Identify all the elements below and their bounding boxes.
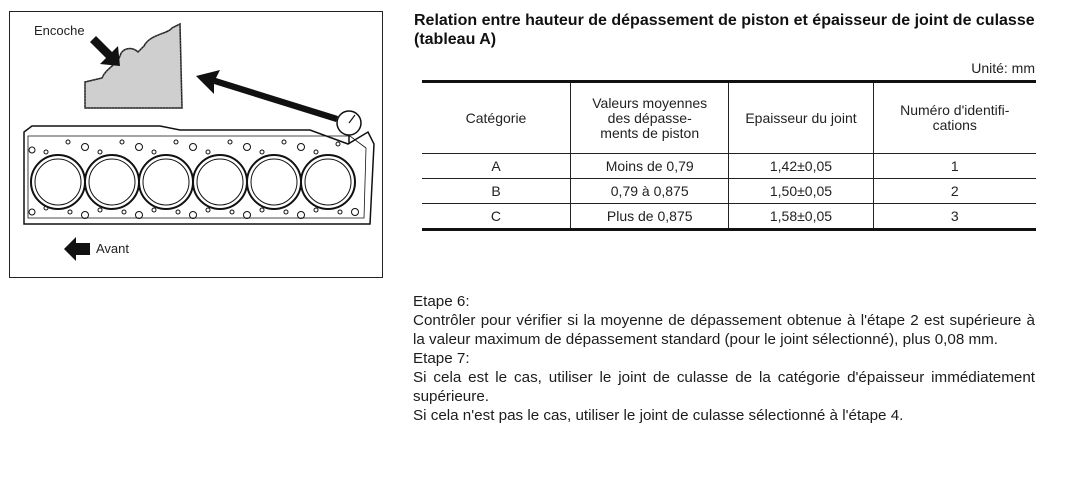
cell-protrusion: Moins de 0,79 (570, 154, 728, 179)
cell-thickness: 1,42±0,05 (729, 154, 873, 179)
table-row (422, 204, 1036, 230)
cylinder-bores (31, 155, 355, 209)
header-avg-protrusion: Valeurs moyennes des dépasse-ments de piston (570, 82, 728, 154)
procedure-steps (413, 292, 1035, 425)
cell-category: C (422, 204, 570, 230)
unit-label: Unité: mm (971, 60, 1035, 76)
step7-text-yes: Si cela est le cas, utiliser le joint de culasse de la catégorie d'épaisseur immédiatement supérieure. (413, 369, 1035, 405)
cell-protrusion: Plus de 0,875 (570, 204, 728, 230)
header-id-number: Numéro d'identifi-cations (873, 82, 1036, 154)
cell-thickness: 1,58±0,05 (729, 204, 873, 230)
gasket-spec-table (422, 80, 1036, 231)
cell-thickness: 1,50±0,05 (729, 179, 873, 204)
step6-text: Contrôler pour vérifier si la moyenne de dépassement obtenue à l'étape 2 est supérieure à la valeur maximum de dépassement standard (pour le joint sélectionné), plus 0,08 mm. (413, 312, 1035, 348)
notch-detail (85, 24, 182, 108)
cell-id: 2 (873, 179, 1036, 204)
notch-arrow-icon (90, 36, 120, 66)
cell-category: A (422, 154, 570, 179)
front-arrow-icon (64, 237, 90, 261)
gauge-pointer-arrow-icon (196, 70, 338, 122)
gasket-figure (9, 11, 383, 278)
table-row (422, 154, 1036, 179)
table-row (422, 179, 1036, 204)
cell-protrusion: 0,79 à 0,875 (570, 179, 728, 204)
table-header-row (422, 82, 1036, 154)
front-label: Avant (96, 241, 130, 256)
gasket-diagram-icon (10, 12, 384, 279)
table-title: Relation entre hauteur de dépassement de piston et épaisseur de joint de culasse (tableau A) (414, 12, 1035, 48)
cell-id: 1 (873, 154, 1036, 179)
cell-id: 3 (873, 204, 1036, 230)
step7-title: Etape 7: (413, 350, 470, 367)
step7-text-no: Si cela n'est pas le cas, utiliser le joint de culasse sélectionné à l'étape 4. (413, 407, 904, 424)
step6-title: Etape 6: (413, 293, 470, 310)
gasket-outline (24, 126, 374, 224)
notch-label: Encoche (34, 23, 85, 38)
cell-category: B (422, 179, 570, 204)
header-category: Catégorie (465, 109, 527, 126)
header-gasket-thickness: Epaisseur du joint (729, 82, 873, 154)
